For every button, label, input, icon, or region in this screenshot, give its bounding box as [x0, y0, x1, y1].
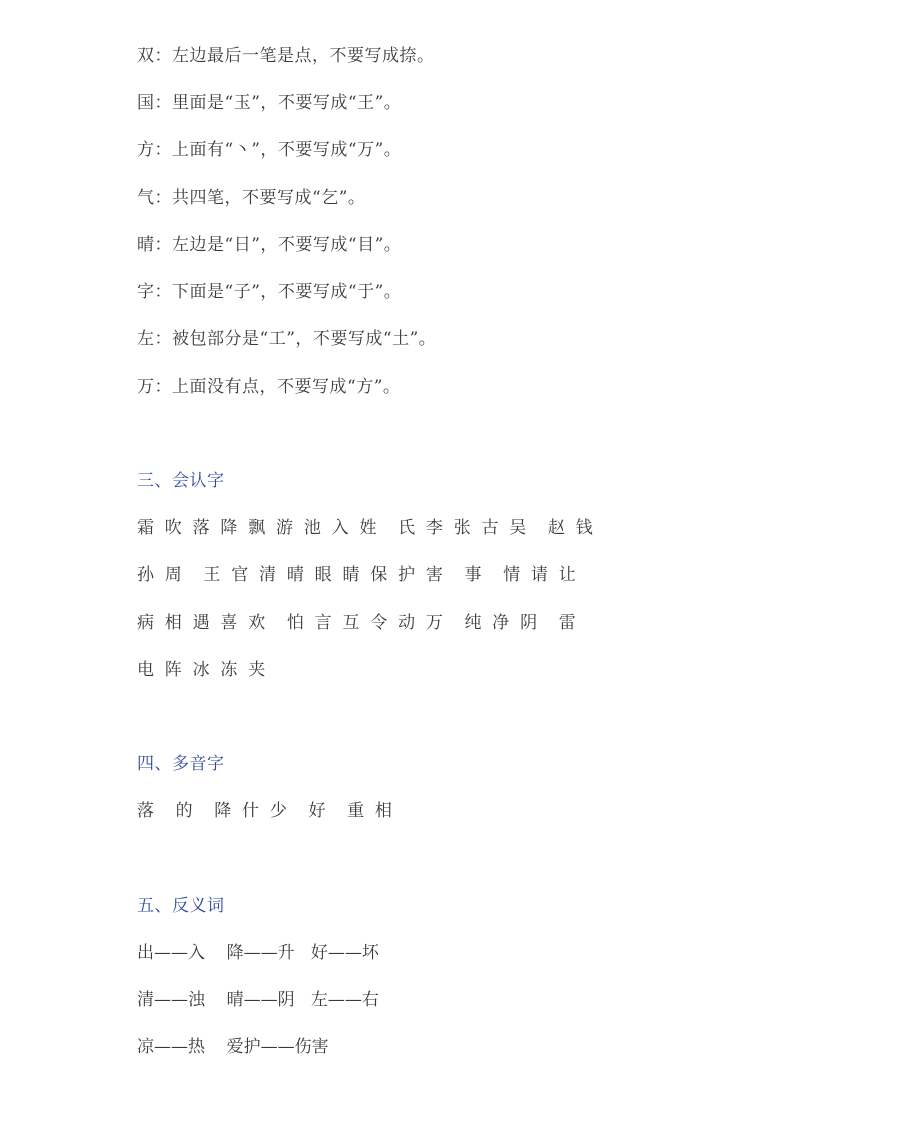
- character-row: 落 的 降 什 少 好 重 相: [137, 801, 392, 821]
- character-row: 霜 吹 落 降 飘 游 池 入 姓 氏 李 张 古 吴 赵 钱: [137, 518, 593, 538]
- tip-line: 气：共四笔，不要写成“乞”。: [137, 188, 366, 208]
- character-row: 孙 周 王 官 清 晴 眼 睛 保 护 害 事 情 请 让: [137, 565, 576, 585]
- antonym-row: 凉——热 爱护——伤害: [137, 1037, 329, 1057]
- tip-line: 左：被包部分是“工”，不要写成“土”。: [137, 329, 437, 349]
- tip-line: 双：左边最后一笔是点，不要写成捺。: [137, 46, 435, 66]
- tip-line: 万：上面没有点，不要写成“方”。: [137, 377, 401, 397]
- tip-line: 字：下面是“子”，不要写成“于”。: [137, 282, 402, 302]
- section-heading: 三、会认字: [137, 471, 225, 491]
- section-heading: 四、多音字: [137, 754, 225, 774]
- tip-line: 晴：左边是“日”，不要写成“目”。: [137, 235, 402, 255]
- character-row: 电 阵 冰 冻 夹: [137, 660, 266, 680]
- tip-line: 国：里面是“玉”，不要写成“王”。: [137, 93, 402, 113]
- character-row: 病 相 遇 喜 欢 怕 言 互 令 动 万 纯 净 阴 雷: [137, 613, 576, 633]
- antonym-row: 出——入 降——升 好——坏: [137, 943, 379, 963]
- section-heading: 五、反义词: [137, 896, 225, 916]
- tip-line: 方：上面有“丶”，不要写成“万”。: [137, 140, 402, 160]
- antonym-row: 清——浊 晴——阴 左——右: [137, 990, 379, 1010]
